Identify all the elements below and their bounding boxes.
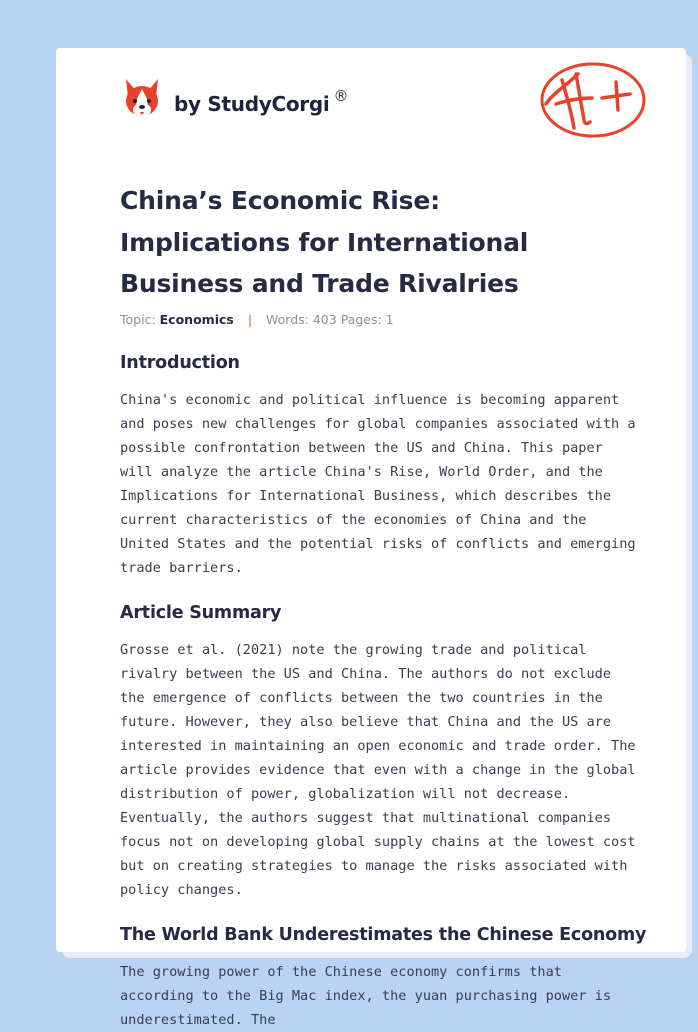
section-heading: Article Summary	[120, 603, 282, 623]
grade-a-plus-icon	[538, 60, 648, 140]
page-count: Pages: 1	[340, 312, 394, 327]
topic-link[interactable]: Economics	[159, 312, 234, 327]
brand-name: by StudyCorgi ®	[174, 87, 349, 116]
document-body	[120, 352, 647, 1032]
word-count: Words: 403	[266, 312, 337, 327]
section-heading: Introduction	[120, 353, 240, 373]
section-paragraph: Grosse et al. (2021) note the growing trade and political rivalry between the US and China. The authors do not exclude the emergence of conflicts between the two countries in the future. However, they also believe that China and the US are interested in maintaining an open economic and trade order. The article provides evidence that even with a change in the global distribution of power, globalization will not decrease. Eventually, the authors suggest that multinational companies focus not on developing global supply chains at the lowest cost but on creating strategies to manage the risks associated with policy changes.	[120, 642, 636, 898]
corgi-icon	[122, 77, 162, 121]
document-page	[56, 48, 686, 1028]
section-paragraph: The growing power of the Chinese economy confirms that according to the Big Mac index, the yuan purchasing power is underestimated. The	[120, 964, 612, 1028]
section-heading: The World Bank Underestimates the Chinese Economy	[120, 925, 647, 945]
document-meta	[120, 312, 394, 327]
studycorgi-logo[interactable]	[122, 76, 348, 122]
section-paragraph: China's economic and political influence is becoming apparent and poses new challenges for global companies associated with a possible confrontation between the US and China. This paper will analyze the article China's Rise, World Order, and the Implications for International Business, which describes the current characteristics of the economies of China and the United States and the potential risks of conflicts and emerging trade barriers.	[120, 392, 636, 576]
document-title: China’s Economic Rise: Implications for International Business and Trade Rivalries	[120, 186, 529, 298]
meta-separator: |	[247, 312, 253, 327]
topic-label: Topic:	[120, 312, 156, 327]
